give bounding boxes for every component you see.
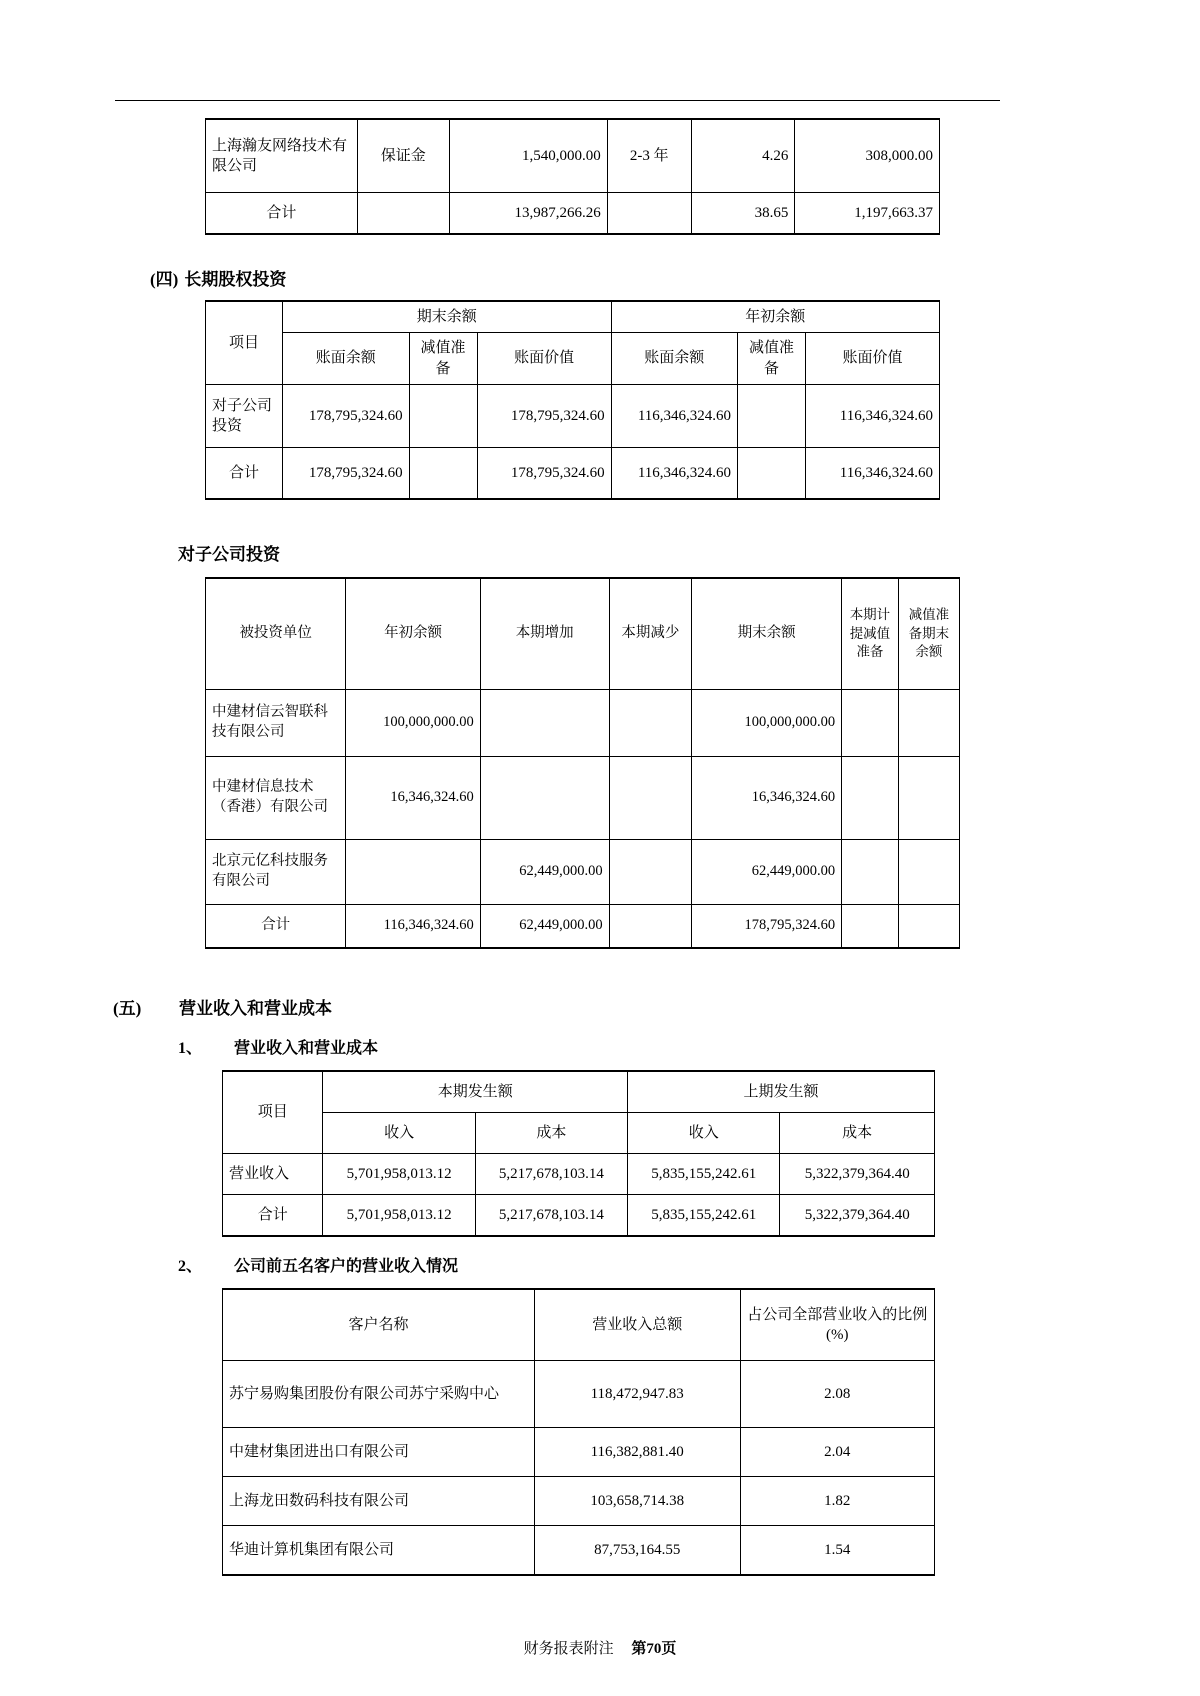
cell-end-impairment [409, 447, 477, 499]
header-end-balance: 期末余额 [283, 301, 612, 333]
table-row [223, 1525, 935, 1575]
section-five-title: 营业收入和营业成本 [179, 998, 332, 1018]
item-one-title: 营业收入和营业成本 [234, 1039, 379, 1057]
cell-amount: 118,472,947.83 [534, 1360, 740, 1427]
item-two-title: 公司前五名客户的营业收入情况 [234, 1257, 459, 1275]
footer-page-number: 第70页 [631, 1641, 677, 1657]
cell-prior-cost: 5,322,379,364.40 [780, 1194, 935, 1236]
table-row [206, 193, 940, 235]
continuation-table [205, 118, 940, 235]
cell-end-book-balance: 178,795,324.60 [283, 384, 410, 447]
cell-begin-book-value: 116,346,324.60 [805, 447, 939, 499]
cell-ratio: 2.04 [740, 1427, 934, 1476]
cell-provision-current [842, 839, 899, 904]
cell-ratio: 2.08 [740, 1360, 934, 1427]
table-header-row [223, 1071, 935, 1113]
header-prior-period: 上期发生额 [628, 1071, 935, 1113]
cell-provision-end [898, 904, 959, 948]
cell-prior-revenue: 5,835,155,242.61 [628, 1194, 780, 1236]
cell-type [357, 193, 449, 235]
footer-label: 财务报表附注 [523, 1641, 614, 1657]
table-row [223, 1153, 935, 1194]
cell-provision: 308,000.00 [795, 119, 940, 193]
cell-end: 100,000,000.00 [692, 689, 842, 756]
subsidiary-investment-heading: 对子公司投资 [178, 544, 280, 564]
cell-increase [480, 756, 609, 839]
cell-amount: 1,540,000.00 [449, 119, 607, 193]
item-one-number: 1、 [178, 1039, 203, 1057]
cell-decrease [609, 689, 692, 756]
cell-current-revenue: 5,701,958,013.12 [323, 1194, 475, 1236]
header-impairment-begin: 减值准备 [738, 333, 806, 385]
cell-age: 2-3 年 [607, 119, 691, 193]
table-header-row [223, 1289, 935, 1361]
continuation-table-wrapper [205, 118, 1200, 235]
cell-current-cost: 5,217,678,103.14 [475, 1153, 627, 1194]
cell-ratio: 1.54 [740, 1525, 934, 1575]
cell-begin-book-value: 116,346,324.60 [805, 384, 939, 447]
cell-begin-impairment [738, 447, 806, 499]
cell-end-book-balance: 178,795,324.60 [283, 447, 410, 499]
header-ratio: 占公司全部营业收入的比例(%) [740, 1289, 934, 1361]
cell-amount: 13,987,266.26 [449, 193, 607, 235]
page-content [0, 118, 1200, 1576]
cell-end-book-value: 178,795,324.60 [477, 384, 611, 447]
cell-ratio: 38.65 [691, 193, 795, 235]
cell-begin: 100,000,000.00 [346, 689, 480, 756]
cell-customer: 上海龙田数码科技有限公司 [223, 1476, 535, 1525]
cell-unit: 中建材信云智联科技有限公司 [206, 689, 346, 756]
cell-begin-impairment [738, 384, 806, 447]
header-prior-revenue: 收入 [628, 1112, 780, 1153]
cell-increase [480, 689, 609, 756]
cell-prior-revenue: 5,835,155,242.61 [628, 1153, 780, 1194]
long-term-equity-table-wrapper [205, 300, 1200, 500]
section-four-title: 长期股权投资 [184, 270, 287, 289]
header-customer: 客户名称 [223, 1289, 535, 1361]
header-end-balance: 期末余额 [692, 578, 842, 690]
cell-begin-book-balance: 116,346,324.60 [611, 447, 737, 499]
cell-company-name: 上海瀚友网络技术有限公司 [206, 119, 358, 193]
cell-type: 保证金 [357, 119, 449, 193]
cell-total-label: 合计 [206, 904, 346, 948]
cell-end-impairment [409, 384, 477, 447]
header-book-value-begin: 账面价值 [805, 333, 939, 385]
header-book-balance-begin: 账面余额 [611, 333, 737, 385]
item-two-heading [178, 1253, 1200, 1276]
cell-item: 对子公司投资 [206, 384, 283, 447]
cell-decrease [609, 904, 692, 948]
item-two-number: 2、 [178, 1257, 203, 1275]
cell-total-label: 合计 [206, 193, 358, 235]
header-book-value-end: 账面价值 [477, 333, 611, 385]
header-item: 项目 [223, 1071, 323, 1154]
revenue-cost-table-wrapper [222, 1070, 1200, 1237]
header-prior-cost: 成本 [780, 1112, 935, 1153]
table-row [206, 447, 940, 499]
cell-prior-cost: 5,322,379,364.40 [780, 1153, 935, 1194]
page-footer [0, 1637, 1200, 1658]
long-term-equity-table [205, 300, 940, 500]
header-item: 项目 [206, 301, 283, 384]
cell-amount: 87,753,164.55 [534, 1525, 740, 1575]
table-row [223, 1427, 935, 1476]
cell-increase: 62,449,000.00 [480, 839, 609, 904]
table-row [206, 756, 960, 839]
cell-customer: 华迪计算机集团有限公司 [223, 1525, 535, 1575]
cell-customer: 中建材集团进出口有限公司 [223, 1427, 535, 1476]
cell-ratio: 4.26 [691, 119, 795, 193]
cell-amount: 116,382,881.40 [534, 1427, 740, 1476]
cell-item: 营业收入 [223, 1153, 323, 1194]
cell-begin [346, 839, 480, 904]
cell-unit: 中建材信息技术（香港）有限公司 [206, 756, 346, 839]
cell-provision-current [842, 904, 899, 948]
table-header-row [206, 333, 940, 385]
cell-ratio: 1.82 [740, 1476, 934, 1525]
cell-provision-current [842, 689, 899, 756]
header-unit: 被投资单位 [206, 578, 346, 690]
section-five-number: (五) [113, 998, 142, 1018]
cell-unit: 北京元亿科技服务有限公司 [206, 839, 346, 904]
cell-end: 16,346,324.60 [692, 756, 842, 839]
table-row [206, 384, 940, 447]
cell-customer: 苏宁易购集团股份有限公司苏宁采购中心 [223, 1360, 535, 1427]
header-current-period: 本期发生额 [323, 1071, 628, 1113]
cell-begin-book-balance: 116,346,324.60 [611, 384, 737, 447]
header-provision-end: 减值准备期末余额 [898, 578, 959, 690]
cell-current-revenue: 5,701,958,013.12 [323, 1153, 475, 1194]
header-current-revenue: 收入 [323, 1112, 475, 1153]
header-impairment-end: 减值准备 [409, 333, 477, 385]
cell-begin: 16,346,324.60 [346, 756, 480, 839]
subsidiary-investment-table [205, 577, 960, 949]
table-row [223, 1360, 935, 1427]
table-header-row [223, 1112, 935, 1153]
cell-end-book-value: 178,795,324.60 [477, 447, 611, 499]
cell-end: 178,795,324.60 [692, 904, 842, 948]
header-book-balance-end: 账面余额 [283, 333, 410, 385]
item-one-heading [178, 1035, 1200, 1058]
header-rule [115, 100, 1000, 101]
header-provision-current: 本期计提减值准备 [842, 578, 899, 690]
cell-amount: 103,658,714.38 [534, 1476, 740, 1525]
cell-provision-current [842, 756, 899, 839]
cell-age [607, 193, 691, 235]
table-row [223, 1476, 935, 1525]
cell-decrease [609, 839, 692, 904]
cell-provision-end [898, 756, 959, 839]
section-five-heading [113, 994, 1200, 1019]
header-begin-balance: 年初余额 [611, 301, 939, 333]
header-increase: 本期增加 [480, 578, 609, 690]
section-four-heading [150, 265, 1200, 290]
table-header-row [206, 301, 940, 333]
table-row [206, 904, 960, 948]
cell-provision-end [898, 689, 959, 756]
cell-begin: 116,346,324.60 [346, 904, 480, 948]
cell-end: 62,449,000.00 [692, 839, 842, 904]
top-customers-table [222, 1288, 935, 1576]
cell-current-cost: 5,217,678,103.14 [475, 1194, 627, 1236]
section-four-number: (四) [150, 270, 179, 289]
cell-provision-end [898, 839, 959, 904]
revenue-cost-table [222, 1070, 935, 1237]
cell-total-label: 合计 [223, 1194, 323, 1236]
cell-total-label: 合计 [206, 447, 283, 499]
table-row [206, 689, 960, 756]
table-row [206, 839, 960, 904]
cell-increase: 62,449,000.00 [480, 904, 609, 948]
subsidiary-investment-table-wrapper [205, 577, 1200, 949]
header-total-revenue: 营业收入总额 [534, 1289, 740, 1361]
header-decrease: 本期减少 [609, 578, 692, 690]
table-header-row [206, 578, 960, 690]
top-customers-table-wrapper [222, 1288, 1200, 1576]
table-row [223, 1194, 935, 1236]
cell-decrease [609, 756, 692, 839]
table-row [206, 119, 940, 193]
cell-provision: 1,197,663.37 [795, 193, 940, 235]
header-current-cost: 成本 [475, 1112, 627, 1153]
header-begin-balance: 年初余额 [346, 578, 480, 690]
